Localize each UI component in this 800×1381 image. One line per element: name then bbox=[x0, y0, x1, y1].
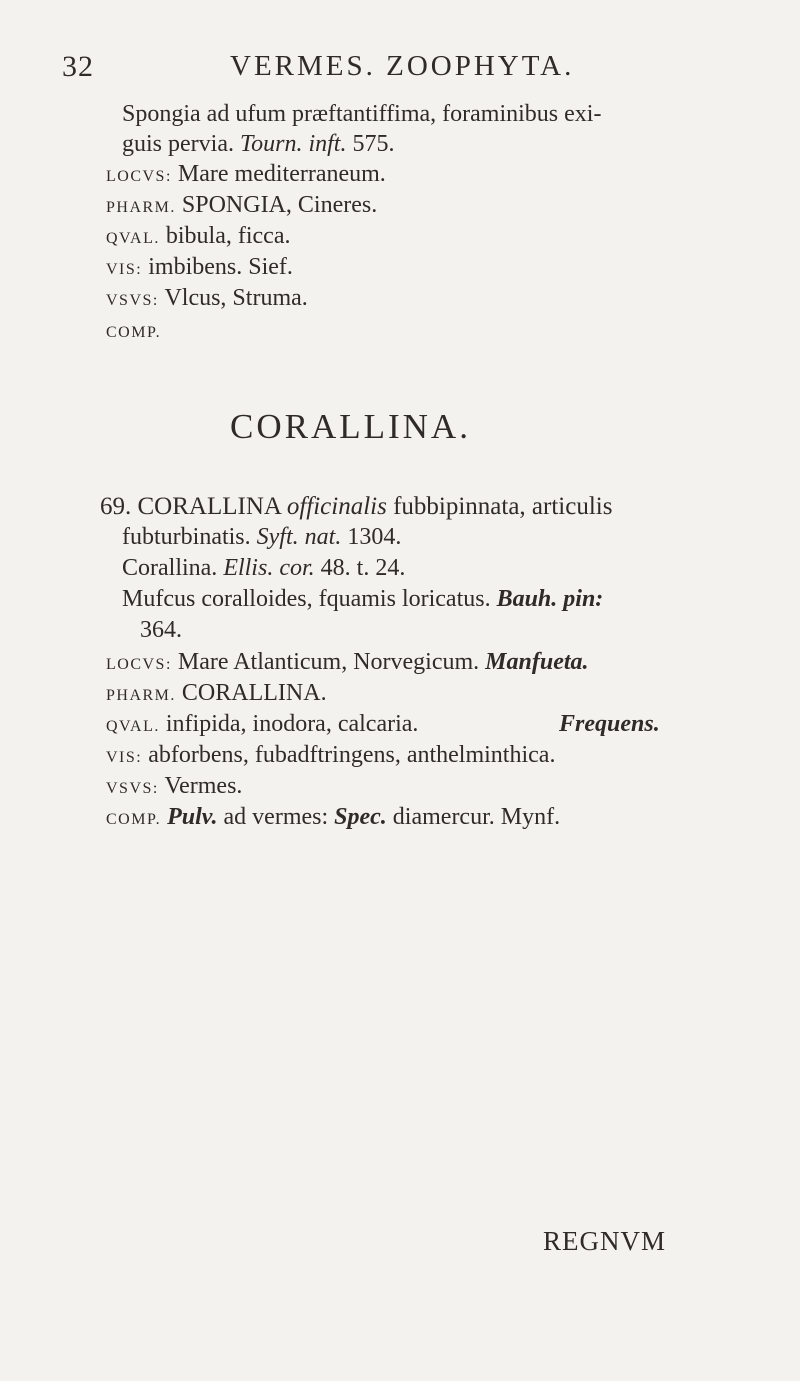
corallina-reference: Syft. nat. bbox=[256, 524, 342, 550]
spongia-description-line-1 bbox=[122, 102, 601, 126]
synonym-text: Corallina. bbox=[122, 555, 218, 581]
corallina-synonym-2 bbox=[122, 587, 603, 611]
comp-label: COMP. bbox=[106, 811, 162, 828]
spongia-reference: Tourn. inft. bbox=[239, 131, 347, 157]
corallina-synonym-1 bbox=[122, 556, 405, 580]
locus-text: Mare mediterraneum. bbox=[177, 161, 386, 187]
corallina-description-text: fubturbinatis. bbox=[122, 524, 251, 550]
corallina-epithet: officinalis bbox=[286, 493, 387, 520]
usus-text: Vlcus, Struma. bbox=[164, 285, 308, 311]
comp-label: COMP. bbox=[106, 324, 162, 341]
usus-text: Vermes. bbox=[164, 773, 243, 799]
qual-note: Frequens. bbox=[559, 711, 660, 737]
catchword: REGNVM bbox=[543, 1226, 667, 1256]
corallina-pharm-line bbox=[106, 681, 327, 705]
spongia-locus-line bbox=[106, 162, 386, 186]
synonym-reference-number: 48. t. 24. bbox=[320, 555, 406, 581]
corallina-comp-line bbox=[106, 805, 560, 829]
corallina-reference-number: 1304. bbox=[347, 524, 402, 550]
corallina-synonym-2-continuation bbox=[140, 618, 182, 642]
qual-label: QVAL. bbox=[106, 718, 160, 735]
comp-spec: Spec. bbox=[334, 804, 387, 830]
vis-label: VIS: bbox=[106, 261, 143, 278]
vis-label: VIS: bbox=[106, 749, 143, 766]
synonym-reference: Bauh. pin: bbox=[496, 586, 604, 612]
spongia-usus-line bbox=[106, 286, 308, 310]
page-header bbox=[62, 50, 722, 90]
corallina-species-name: 69. CORALLINA bbox=[100, 493, 281, 520]
locus-label: LOCVS: bbox=[106, 168, 172, 185]
page-number: 32 bbox=[62, 50, 94, 83]
pharm-text: CORALLINA. bbox=[181, 680, 327, 706]
vis-text: imbibens. Sief. bbox=[148, 254, 293, 280]
qual-label: QVAL. bbox=[106, 230, 160, 247]
locus-label: LOCVS: bbox=[106, 656, 172, 673]
spongia-description-text: guis pervia. bbox=[122, 131, 234, 157]
synonym-text: Mufcus coralloides, fquamis loricatus. bbox=[122, 586, 491, 612]
pharm-text: SPONGIA, Cineres. bbox=[181, 192, 378, 218]
comp-pulv: Pulv. bbox=[167, 804, 218, 830]
qual-text: infipida, inodora, calcaria. bbox=[165, 711, 419, 737]
corallina-description-text: fubbipinnata, articulis bbox=[393, 493, 613, 520]
corallina-vis-line bbox=[106, 743, 555, 767]
pharm-label: PHARM. bbox=[106, 687, 176, 704]
usus-label: VSVS: bbox=[106, 780, 159, 797]
corallina-heading-line bbox=[100, 494, 612, 519]
spongia-vis-line bbox=[106, 255, 293, 279]
corallina-description-line-2 bbox=[122, 525, 401, 549]
pharm-label: PHARM. bbox=[106, 199, 176, 216]
synonym-reference-number: 364. bbox=[140, 617, 182, 643]
usus-label: VSVS: bbox=[106, 292, 159, 309]
qual-text: bibula, ficca. bbox=[165, 223, 291, 249]
corallina-locus-line bbox=[106, 650, 589, 674]
locus-text: Mare Atlanticum, Norvegicum. bbox=[177, 649, 480, 675]
spongia-description-line-2 bbox=[122, 132, 394, 156]
corallina-usus-line bbox=[106, 774, 242, 798]
running-head: VERMES. ZOOPHYTA. bbox=[230, 50, 575, 82]
comp-text: diamercur. Mynf. bbox=[392, 804, 561, 830]
locus-note: Manfueta. bbox=[485, 649, 589, 675]
spongia-pharm-line bbox=[106, 193, 377, 217]
synonym-reference: Ellis. cor. bbox=[223, 555, 315, 581]
section-title: CORALLINA. bbox=[230, 407, 471, 446]
spongia-comp-line bbox=[106, 318, 161, 342]
vis-text: abforbens, fubadftringens, anthelminthica. bbox=[148, 742, 556, 768]
spongia-qual-line bbox=[106, 224, 290, 248]
spongia-reference-number: 575. bbox=[352, 131, 395, 157]
corallina-qual-line bbox=[106, 712, 746, 736]
comp-text: ad vermes: bbox=[223, 804, 329, 830]
spongia-description-text: Spongia ad ufum præftantiffima, foraminibus exi- bbox=[122, 101, 602, 127]
